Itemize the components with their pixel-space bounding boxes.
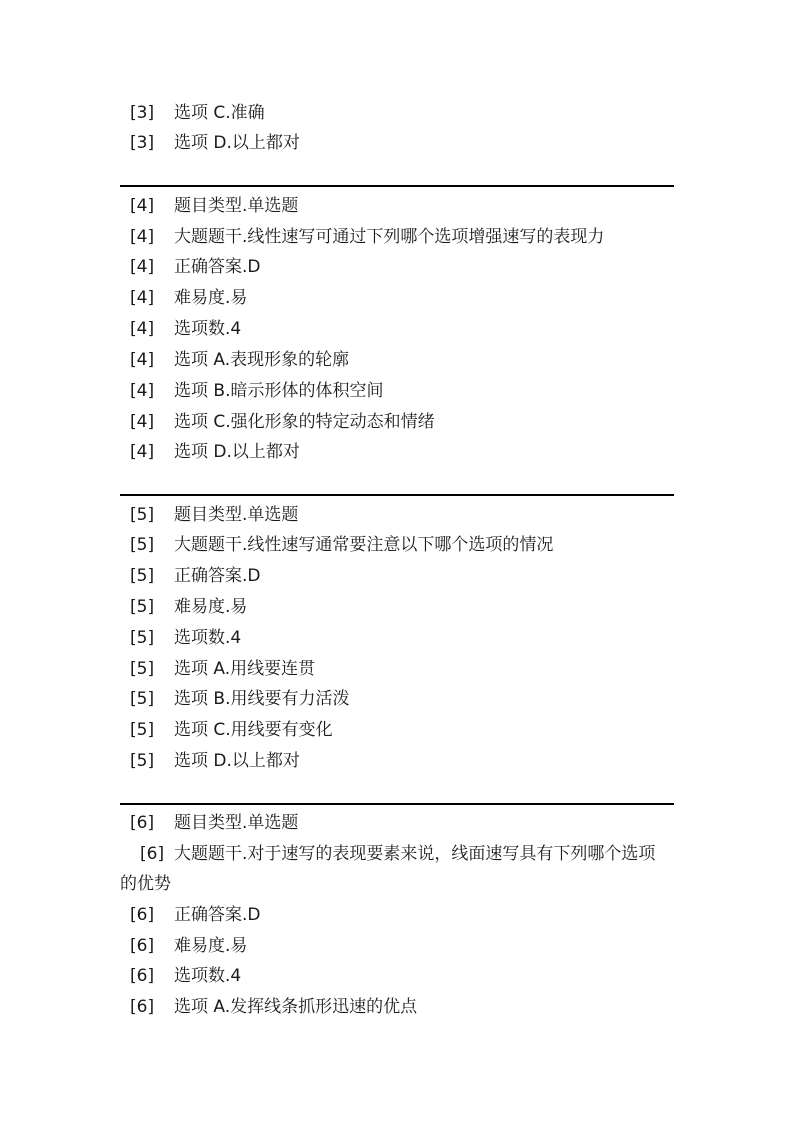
item-text: 难易度.易 [174,288,248,308]
item-number: [4] [130,196,155,216]
item-number: [5] [130,628,155,648]
section-divider [120,185,674,187]
item-text: 题目类型.单选题 [174,813,299,833]
list-item [120,103,680,123]
item-text: 题目类型.单选题 [174,505,299,525]
item-text: 难易度.易 [174,597,248,617]
list-item [120,905,680,925]
item-number: [5] [130,566,155,586]
item-text: 题目类型.单选题 [174,196,299,216]
item-number: [6] [130,997,155,1017]
item-text: 选项 B.暗示形体的体积空间 [174,381,384,401]
list-item [120,442,680,462]
item-text: 选项 D.以上都对 [174,133,300,153]
item-number: [4] [130,350,155,370]
list-item [120,196,680,216]
list-item [120,566,680,586]
item-number: [5] [130,720,155,740]
item-text: 选项 D.以上都对 [174,751,300,771]
item-number: [5] [130,535,155,555]
item-number: [6] [140,844,165,864]
item-text: 正确答案.D [174,566,261,586]
list-item [120,319,680,339]
item-text: 选项数.4 [174,628,242,648]
list-item [120,751,680,771]
item-number: [6] [130,813,155,833]
item-text: 选项 C.强化形象的特定动态和情绪 [174,412,435,432]
item-number: [6] [130,905,155,925]
item-number: [4] [130,288,155,308]
item-text: 选项数.4 [174,966,242,986]
list-item [120,412,680,432]
list-item [120,227,680,247]
list-item [120,505,680,525]
item-text: 大题题干.线性速写可通过下列哪个选项增强速写的表现力 [174,227,605,247]
list-item [120,133,680,153]
item-text: 选项 D.以上都对 [174,442,300,462]
item-number: [4] [130,381,155,401]
item-text: 正确答案.D [174,257,261,277]
list-item [120,813,680,833]
item-number: [5] [130,505,155,525]
list-item [120,535,680,555]
item-number: [4] [130,257,155,277]
item-text: 选项 C.用线要有变化 [174,720,333,740]
item-text: 选项 A.用线要连贯 [174,659,316,679]
item-number: [5] [130,597,155,617]
section-divider [120,494,674,496]
item-number: [6] [130,936,155,956]
item-text: 选项 C.准确 [174,103,265,123]
item-text: 大题题干.对于速写的表现要素来说，线面速写具有下列哪个选项的优势 [120,844,656,894]
list-item [120,381,680,401]
item-number: [5] [130,689,155,709]
item-text: 选项 A.发挥线条抓形迅速的优点 [174,997,418,1017]
item-number: [3] [130,103,155,123]
list-item [120,288,680,308]
item-number: [4] [130,442,155,462]
list-item [120,350,680,370]
item-number: [6] [130,966,155,986]
item-number: [5] [130,659,155,679]
item-text: 选项 B.用线要有力活泼 [174,689,350,709]
item-text: 难易度.易 [174,936,248,956]
list-item [120,689,680,709]
section-divider [120,803,674,805]
list-item [120,936,680,956]
item-number: [5] [130,751,155,771]
list-item [120,628,680,648]
item-number: [3] [130,133,155,153]
list-item [120,257,680,277]
item-text: 选项 A.表现形象的轮廓 [174,350,350,370]
list-item [120,720,680,740]
item-text: 大题题干.线性速写通常要注意以下哪个选项的情况 [174,535,554,555]
item-text: 选项数.4 [174,319,242,339]
list-item [120,839,670,899]
list-item [120,966,680,986]
item-number: [4] [130,319,155,339]
item-number: [4] [130,227,155,247]
list-item [120,997,680,1017]
list-item [120,597,680,617]
item-number: [4] [130,412,155,432]
list-item [120,659,680,679]
item-text: 正确答案.D [174,905,261,925]
